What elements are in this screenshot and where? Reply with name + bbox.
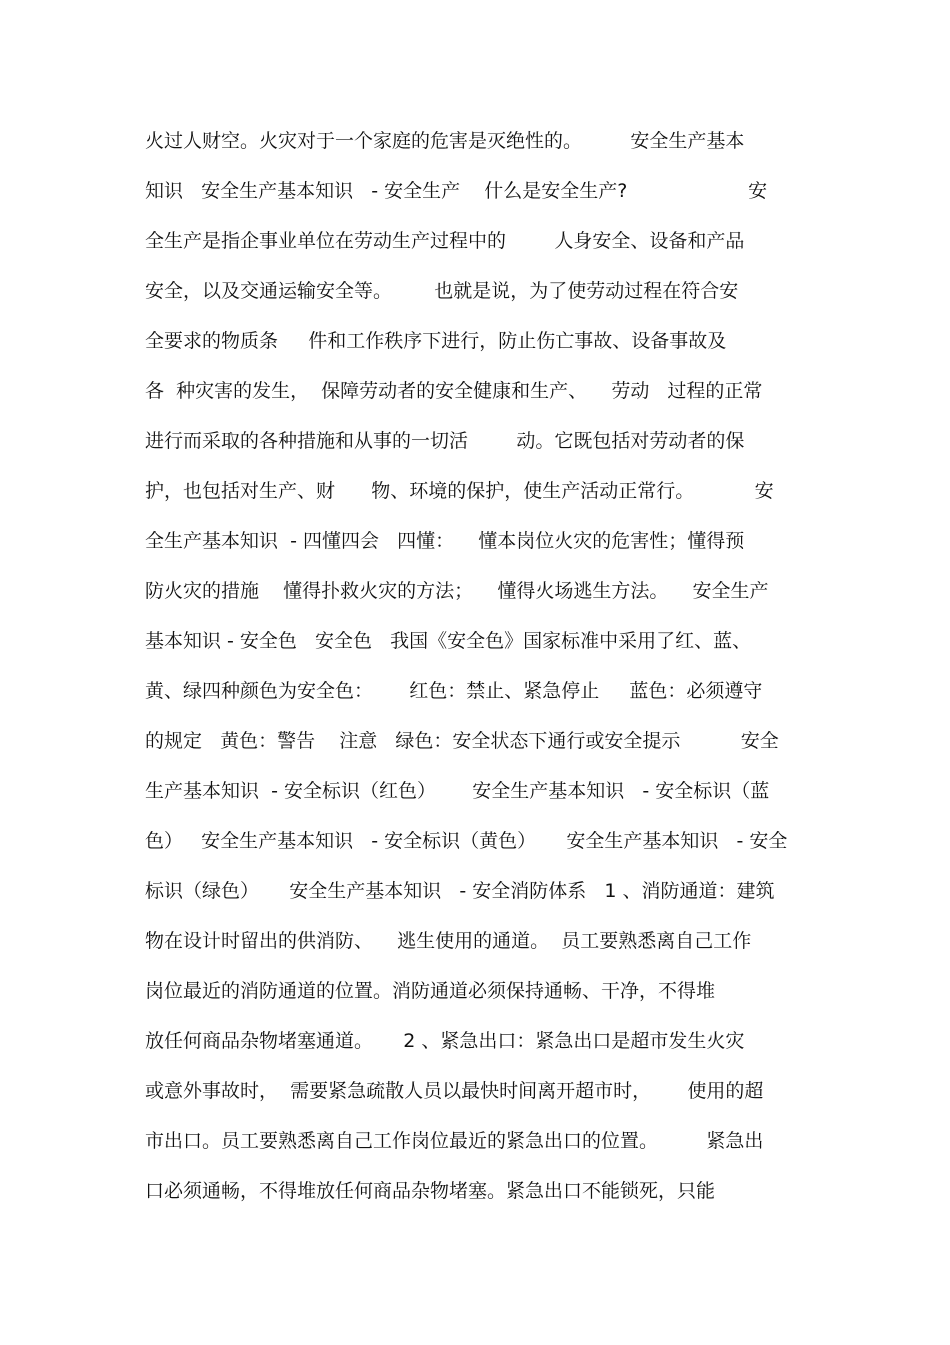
text-line: 基本知识 - 安全色 安全色 我国《安全色》国家标准中采用了红、蓝、 bbox=[145, 630, 752, 652]
text-line: 的规定 黄色：警告 注意 绿色：安全状态下通行或安全提示 安全 bbox=[145, 730, 779, 752]
text-line: 火过人财空。火灾对于一个家庭的危害是灭绝性的。 安全生产基本 bbox=[145, 130, 745, 152]
text-line: 岗位最近的消防通道的位置。消防通道必须保持通畅、干净，不得堆 bbox=[145, 980, 716, 1002]
text-line: 物在设计时留出的供消防、 逃生使用的通道。 员工要熟悉离自己工作 bbox=[145, 930, 752, 952]
text-line: 放任何商品杂物堵塞通道。 2 、紧急出口：紧急出口是超市发生火灾 bbox=[145, 1030, 745, 1052]
text-line: 全生产基本知识 - 四懂四会 四懂： 懂本岗位火灾的危害性；懂得预 bbox=[145, 530, 745, 552]
text-line: 全生产是指企事业单位在劳动生产过程中的 人身安全、设备和产品 bbox=[145, 230, 745, 252]
text-line: 安全，以及交通运输安全等。 也就是说，为了使劳动过程在符合安 bbox=[145, 280, 739, 302]
text-line: 护，也包括对生产、财 物、环境的保护，使生产活动正常行。 安 bbox=[145, 480, 774, 502]
text-line: 防火灾的措施 懂得扑救火灾的方法； 懂得火场逃生方法。 安全生产 bbox=[145, 580, 769, 602]
text-line: 各 种灾害的发生， 保障劳动者的安全健康和生产、 劳动 过程的正常 bbox=[145, 380, 763, 402]
text-line: 全要求的物质条 件和工作秩序下进行，防止伤亡事故、设备事故及 bbox=[145, 330, 727, 352]
text-line: 黄、绿四种颜色为安全色： 红色：禁止、紧急停止 蓝色：必须遵守 bbox=[145, 680, 763, 702]
text-line: 进行而采取的各种措施和从事的一切活 动。它既包括对劳动者的保 bbox=[145, 430, 745, 452]
text-line: 市出口。员工要熟悉离自己工作岗位最近的紧急出口的位置。 紧急出 bbox=[145, 1130, 764, 1152]
text-line: 口必须通畅，不得堆放任何商品杂物堵塞。紧急出口不能锁死，只能 bbox=[145, 1180, 716, 1202]
text-line: 知识 安全生产基本知识 - 安全生产 什么是安全生产? 安 bbox=[145, 180, 768, 202]
text-line: 色） 安全生产基本知识 - 安全标识（黄色） 安全生产基本知识 - 安全 bbox=[145, 830, 788, 852]
body-text bbox=[145, 120, 815, 1220]
text-line: 或意外事故时， 需要紧急疏散人员以最快时间离开超市时， 使用的超 bbox=[145, 1080, 764, 1102]
text-line: 生产基本知识 - 安全标识（红色） 安全生产基本知识 - 安全标识（蓝 bbox=[145, 780, 770, 802]
text-line: 标识（绿色） 安全生产基本知识 - 安全消防体系 1 、消防通道：建筑 bbox=[145, 880, 775, 902]
